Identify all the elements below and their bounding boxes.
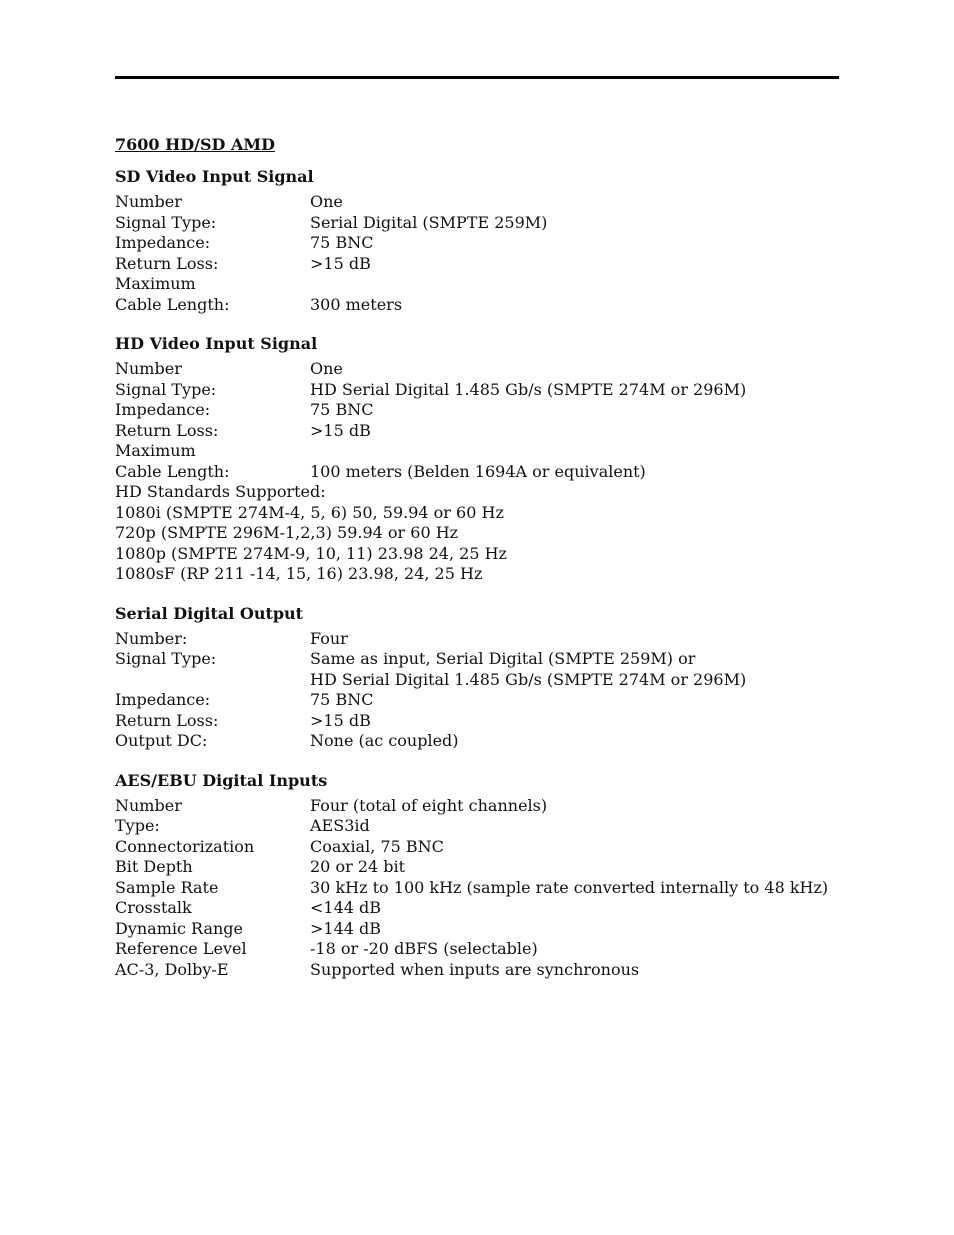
spec-value: >15 dB	[310, 253, 371, 273]
spec-value: >15 dB	[310, 710, 371, 730]
spec-row	[115, 690, 839, 711]
spec-label: Cable Length:	[115, 461, 230, 481]
spec-section	[115, 333, 839, 585]
spec-row	[115, 359, 839, 380]
spec-label: Number	[115, 795, 182, 815]
spec-row	[115, 213, 839, 234]
spec-value: HD Serial Digital 1.485 Gb/s (SMPTE 274M or 296M)	[310, 379, 747, 399]
spec-row	[115, 192, 839, 213]
spec-value: One	[310, 359, 343, 378]
spec-label: Output DC:	[115, 731, 208, 750]
spec-label: Sample Rate	[115, 877, 219, 897]
spec-row	[115, 421, 839, 442]
spec-row	[115, 960, 839, 981]
spec-row	[115, 711, 839, 732]
section-heading: Serial Digital Output	[115, 603, 304, 623]
spec-line: HD Standards Supported:	[115, 482, 326, 501]
section-heading: HD Video Input Signal	[115, 334, 318, 353]
spec-label: Number:	[115, 628, 188, 648]
spec-row	[115, 629, 839, 650]
spec-value: Supported when inputs are synchronous	[310, 959, 640, 979]
spec-value: 30 kHz to 100 kHz (sample rate converted internally to 48 kHz)	[310, 877, 829, 897]
spec-row	[115, 670, 839, 691]
spec-value: Same as input, Serial Digital (SMPTE 259M) or	[310, 649, 696, 668]
spec-label: Impedance:	[115, 690, 211, 709]
spec-label: Return Loss:	[115, 420, 219, 440]
spec-label: AC-3, Dolby-E	[115, 959, 229, 979]
spec-value: Coaxial, 75 BNC	[310, 836, 444, 856]
spec-label: Return Loss:	[115, 253, 219, 273]
spec-label: Number	[115, 192, 182, 211]
spec-row	[115, 878, 839, 899]
spec-section	[115, 166, 839, 315]
spec-label: Maximum	[115, 274, 196, 293]
spec-row	[115, 649, 839, 670]
spec-value	[310, 441, 839, 462]
spec-value: HD Serial Digital 1.485 Gb/s (SMPTE 274M or 296M)	[310, 669, 747, 689]
spec-label	[115, 670, 310, 691]
spec-row	[115, 898, 839, 919]
spec-label: Signal Type:	[115, 379, 217, 399]
spec-label: Crosstalk	[115, 898, 192, 917]
spec-row	[115, 295, 839, 316]
spec-document	[115, 134, 839, 998]
spec-row	[115, 939, 839, 960]
spec-row	[115, 380, 839, 401]
spec-section	[115, 770, 839, 981]
spec-row	[115, 400, 839, 421]
spec-section	[115, 603, 839, 752]
spec-label: Signal Type:	[115, 649, 217, 668]
section-heading: SD Video Input Signal	[115, 167, 314, 186]
spec-label: Connectorization	[115, 836, 255, 856]
spec-sections	[115, 166, 839, 980]
spec-label: Bit Depth	[115, 857, 193, 876]
spec-line: 1080sF (RP 211 -14, 15, 16) 23.98, 24, 25 Hz	[115, 564, 483, 583]
spec-value: AES3id	[310, 816, 370, 835]
spec-value: -18 or -20 dBFS (selectable)	[310, 939, 538, 958]
spec-label: Number	[115, 359, 182, 378]
spec-value: 75 BNC	[310, 690, 374, 709]
spec-label: Impedance:	[115, 233, 211, 252]
spec-value: <144 dB	[310, 898, 382, 917]
spec-line: 1080i (SMPTE 274M-4, 5, 6) 50, 59.94 or 60 Hz	[115, 502, 504, 522]
spec-value: 20 or 24 bit	[310, 857, 406, 876]
spec-label: Dynamic Range	[115, 918, 244, 938]
spec-row	[115, 919, 839, 940]
spec-line: 1080p (SMPTE 274M-9, 10, 11) 23.98 24, 25 Hz	[115, 543, 507, 563]
spec-row	[115, 796, 839, 817]
spec-value: Serial Digital (SMPTE 259M)	[310, 212, 548, 232]
spec-label: Return Loss:	[115, 710, 219, 730]
section-heading: AES/EBU Digital Inputs	[115, 770, 328, 790]
spec-row	[115, 462, 839, 483]
spec-value: None (ac coupled)	[310, 731, 459, 750]
spec-label: Cable Length:	[115, 294, 230, 314]
spec-value: One	[310, 192, 343, 211]
spec-row	[115, 731, 839, 752]
spec-label: Type:	[115, 816, 160, 835]
spec-row	[115, 233, 839, 254]
spec-value: >15 dB	[310, 420, 371, 440]
spec-label: Signal Type:	[115, 212, 217, 232]
spec-row	[115, 837, 839, 858]
spec-value: 100 meters (Belden 1694A or equivalent)	[310, 461, 646, 481]
spec-value	[310, 274, 839, 295]
spec-label: Reference Level	[115, 939, 247, 958]
document-title: 7600 HD/SD AMD	[115, 135, 275, 154]
spec-value: 75 BNC	[310, 233, 374, 252]
spec-value: >144 dB	[310, 918, 382, 938]
spec-value: Four	[310, 628, 348, 648]
spec-value: Four (total of eight channels)	[310, 795, 548, 815]
spec-line: 720p (SMPTE 296M-1,2,3) 59.94 or 60 Hz	[115, 523, 459, 542]
spec-row	[115, 254, 839, 275]
spec-row	[115, 441, 839, 462]
header-rule	[115, 76, 839, 79]
spec-label: Impedance:	[115, 400, 211, 419]
spec-row	[115, 857, 839, 878]
spec-label: Maximum	[115, 441, 196, 460]
spec-value: 300 meters	[310, 294, 403, 314]
spec-row	[115, 274, 839, 295]
spec-row	[115, 816, 839, 837]
spec-value: 75 BNC	[310, 400, 374, 419]
